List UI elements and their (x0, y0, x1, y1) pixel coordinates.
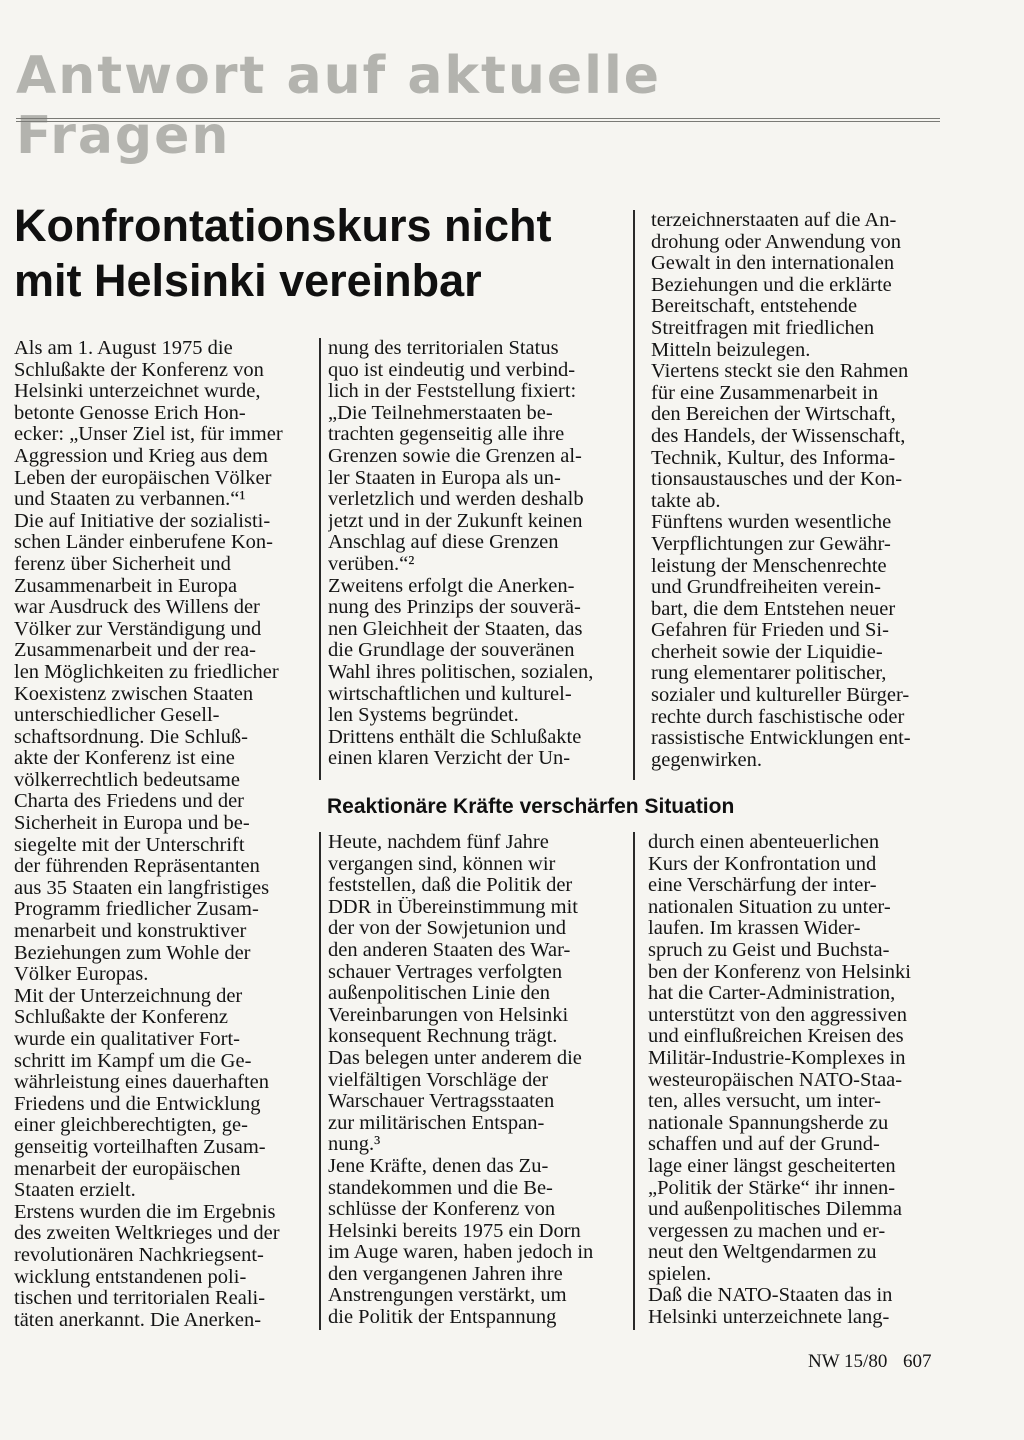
page-number: 607 (903, 1351, 932, 1372)
text-line: bart, die dem Entstehen neuer (651, 598, 896, 620)
text-line: rung elementarer politischer, (651, 663, 887, 685)
text-line: lich in der Feststellung fixiert: (328, 381, 577, 403)
text-line: Die auf Initiative der sozialisti- (14, 510, 271, 532)
text-line: Daß die NATO-Staaten das in (648, 1285, 893, 1307)
text-line: cherheit sowie der Liquidie- (651, 641, 883, 663)
text-line: Anschlag auf diese Grenzen (328, 532, 559, 554)
text-line: takte ab. (651, 490, 721, 512)
text-line: len Systems begründet. (328, 705, 519, 727)
column-2-bottom (328, 832, 618, 1329)
text-line: Helsinki bereits 1975 ein Dorn (328, 1220, 581, 1242)
text-line: Sicherheit in Europa und be- (14, 813, 250, 835)
column-rule-upper-right (633, 210, 635, 780)
text-line: und außenpolitisches Dilemma (648, 1199, 902, 1221)
text-line: Beziehungen zum Wohle der (14, 942, 251, 964)
column-3-bottom (648, 832, 940, 1329)
text-line: täten anerkannt. Die Anerken- (14, 1309, 262, 1331)
text-line: unterschiedlicher Gesell- (14, 705, 220, 727)
text-line: tionsaustausches und der Kon- (651, 469, 903, 491)
text-line: Mit der Unterzeichnung der (14, 985, 243, 1007)
text-line: Aggression und Krieg aus dem (14, 445, 268, 467)
text-line: betonte Genosse Erich Hon- (14, 402, 246, 424)
text-line: Technik, Kultur, des Informa- (651, 447, 896, 469)
text-line: durch einen abenteuerlichen (648, 832, 880, 853)
text-line: Militär-Industrie-Komplexes in (648, 1047, 906, 1069)
text-line: Kurs der Konfrontation und (648, 853, 877, 875)
text-line: siegelte mit der Unterschrift (14, 834, 245, 856)
column-rule-upper (319, 338, 321, 780)
text-line: Leben der europäischen Völker (14, 467, 272, 489)
text-line: der von der Sowjetunion und (328, 918, 566, 940)
text-line: Programm friedlicher Zusam- (14, 899, 259, 921)
text-line: terzeichnerstaaten auf die An- (651, 210, 897, 231)
text-line: Fünftens wurden wesentliche (651, 512, 892, 534)
text-line: außenpolitischen Linie den (328, 983, 551, 1005)
text-line: und einflußreichen Kreisen des (648, 1026, 904, 1048)
text-line: Zweitens erfolgt die Anerken- (328, 575, 575, 597)
text-line: Schlußakte der Konferenz von (14, 359, 264, 381)
text-line: aus 35 Staaten ein langfristiges (14, 877, 270, 899)
text-line: für eine Zusammenarbeit in (651, 382, 879, 404)
text-line: nationalen Situation zu unter- (648, 896, 891, 918)
text-line: Heute, nachdem fünf Jahre (328, 832, 549, 853)
column-2-top (328, 338, 618, 770)
text-line: drohung oder Anwendung von (651, 231, 901, 253)
text-line: Drittens enthält die Schlußakte (328, 726, 582, 748)
text-line: lage einer längst gescheiterten (648, 1155, 896, 1177)
text-line: „Die Teilnehmerstaaten be- (328, 402, 553, 424)
text-line: Verpflichtungen zur Gewähr- (651, 533, 891, 555)
text-line: trachten gegenseitig alle ihre (328, 424, 565, 446)
text-line: Helsinki unterzeichnet wurde, (14, 381, 261, 403)
text-line: genseitig vorteilhaften Zusam- (14, 1136, 266, 1158)
text-line: die Grundlage der souveränen (328, 640, 575, 662)
column-1 (14, 338, 298, 1331)
text-line: zur militärischen Entspan- (328, 1112, 545, 1134)
text-line: gegenwirken. (651, 749, 762, 771)
text-line: Beziehungen und die erklärte (651, 274, 892, 296)
text-line: ben der Konferenz von Helsinki (648, 961, 911, 983)
text-line: Das belegen unter anderem die (328, 1047, 582, 1069)
text-line: rassistische Entwicklungen ent- (651, 728, 911, 750)
text-line: akte der Konferenz ist eine (14, 748, 235, 770)
text-line: währleistung eines dauerhaften (14, 1072, 270, 1094)
issue-label: NW 15/80 (808, 1351, 888, 1372)
text-line: schen Länder einberufene Kon- (14, 532, 273, 554)
text-line: die Politik der Entspannung (328, 1307, 557, 1329)
text-line: der führenden Repräsentanten (14, 856, 260, 878)
text-line: Jene Kräfte, denen das Zu- (328, 1155, 549, 1177)
article-headline: Konfrontationskurs nicht mit Helsinki vereinbar (14, 200, 552, 306)
text-line: ferenz über Sicherheit und (14, 553, 231, 575)
text-line: Völker zur Verständigung und (14, 618, 262, 640)
text-line: ler Staaten in Europa als un- (328, 467, 561, 489)
text-line: Staaten erzielt. (14, 1180, 136, 1202)
text-line: Mitteln beizulegen. (651, 339, 811, 361)
text-line: ecker: „Unser Ziel ist, für immer (14, 424, 283, 446)
text-line: und Grundfreiheiten verein- (651, 577, 881, 599)
text-line: Gewalt in den internationalen (651, 253, 895, 275)
text-line: leistung der Menschenrechte (651, 555, 887, 577)
text-line: den vergangenen Jahren ihre (328, 1263, 563, 1285)
text-line: sozialer und kultureller Bürger- (651, 685, 910, 707)
text-line: tischen und territorialen Reali- (14, 1288, 266, 1310)
text-line: wirtschaftlichen und kulturel- (328, 683, 572, 705)
text-line: wicklung entstandenen poli- (14, 1266, 247, 1288)
subheading: Reaktionäre Kräfte verschärfen Situation (327, 795, 735, 818)
text-line: völkerrechtlich bedeutsame (14, 769, 240, 791)
text-line: des Handels, der Wissenschaft, (651, 425, 906, 447)
text-line: nung.³ (328, 1134, 381, 1156)
text-line: unterstützt von den aggressiven (648, 1004, 908, 1026)
text-line: Zusammenarbeit und der rea- (14, 640, 256, 662)
text-line: neut den Weltgendarmen zu (648, 1242, 877, 1264)
text-line: Vereinbarungen von Helsinki (328, 1004, 569, 1026)
text-line: Zusammenarbeit in Europa (14, 575, 238, 597)
text-line: Friedens und die Entwicklung (14, 1093, 261, 1115)
text-line: nung des Prinzips der souverä- (328, 597, 581, 619)
text-line: den anderen Staaten des War- (328, 939, 571, 961)
text-line: Streitfragen mit friedlichen (651, 317, 875, 339)
text-line: schaftsordnung. Die Schluß- (14, 726, 248, 748)
text-line: Schlußakte der Konferenz (14, 1007, 229, 1029)
text-line: feststellen, daß die Politik der (328, 875, 573, 897)
text-line: rechte durch faschistische oder (651, 706, 905, 728)
text-line: Anstrengungen verstärkt, um (328, 1285, 567, 1307)
text-line: konsequent Rechnung trägt. (328, 1026, 558, 1048)
text-line: laufen. Im krassen Wider- (648, 918, 861, 940)
text-line: menarbeit der europäischen (14, 1158, 241, 1180)
text-line: Gefahren für Frieden und Si- (651, 620, 889, 642)
text-line: verüben.“² (328, 553, 415, 575)
text-line: nationale Spannungsherde zu (648, 1112, 889, 1134)
text-line: westeuropäischen NATO-Staa- (648, 1069, 903, 1091)
text-line: vielfältigen Vorschläge der (328, 1069, 549, 1091)
text-line: schaffen und auf der Grund- (648, 1134, 880, 1156)
text-line: Als am 1. August 1975 die (14, 338, 233, 359)
text-line: „Politik der Stärke“ ihr innen- (648, 1177, 896, 1199)
text-line: spielen. (648, 1263, 712, 1285)
text-line: standekommen und die Be- (328, 1177, 553, 1199)
text-line: vergessen zu machen und er- (648, 1220, 886, 1242)
text-line: len Möglichkeiten zu friedlicher (14, 661, 279, 683)
text-line: quo ist eindeutig und verbind- (328, 359, 576, 381)
text-line: Koexistenz zwischen Staaten (14, 683, 254, 705)
text-line: Völker Europas. (14, 964, 149, 986)
text-line: Warschauer Vertragsstaaten (328, 1091, 555, 1113)
column-3-top (651, 210, 941, 771)
text-line: Erstens wurden die im Ergebnis (14, 1201, 276, 1223)
text-line: Viertens steckt sie den Rahmen (651, 361, 909, 383)
text-line: Helsinki unterzeichnete lang- (648, 1307, 890, 1329)
text-line: menarbeit und konstruktiver (14, 921, 247, 943)
text-line: einen klaren Verzicht der Un- (328, 748, 571, 770)
column-rule-lower-left (319, 832, 321, 1330)
text-line: schritt im Kampf um die Ge- (14, 1050, 252, 1072)
text-line: revolutionären Nachkriegsent- (14, 1244, 264, 1266)
text-line: jetzt und in der Zukunft keinen (328, 510, 583, 532)
text-line: den Bereichen der Wirtschaft, (651, 404, 896, 426)
text-line: verletzlich und werden deshalb (328, 489, 584, 511)
text-line: Charta des Friedens und der (14, 791, 244, 813)
text-line: Bereitschaft, entstehende (651, 296, 858, 318)
section-kicker: Antwort auf aktuelle Fragen (16, 46, 662, 166)
text-line: einer gleichberechtigten, ge- (14, 1115, 248, 1137)
text-line: Wahl ihres politischen, sozialen, (328, 661, 594, 683)
text-line: Grenzen sowie die Grenzen al- (328, 445, 582, 467)
text-line: im Auge waren, haben jedoch in (328, 1242, 594, 1264)
text-line: nen Gleichheit der Staaten, das (328, 618, 583, 640)
text-line: des zweiten Weltkrieges und der (14, 1223, 280, 1245)
text-line: war Ausdruck des Willens der (14, 597, 260, 619)
text-line: nung des territorialen Status (328, 338, 559, 359)
text-line: DDR in Übereinstimmung mit (328, 896, 578, 918)
text-line: eine Verschärfung der inter- (648, 875, 877, 897)
text-line: schlüsse der Konferenz von (328, 1199, 556, 1221)
text-line: ten, alles versucht, um inter- (648, 1091, 881, 1113)
text-line: spruch zu Geist und Buchsta- (648, 939, 890, 961)
column-rule-lower-right (633, 832, 635, 1330)
text-line: wurde ein qualitativer Fort- (14, 1029, 241, 1050)
text-line: und Staaten zu verbannen.“¹ (14, 489, 246, 511)
text-line: vergangen sind, können wir (328, 853, 556, 875)
kicker-rule (16, 118, 940, 122)
text-line: hat die Carter-Administration, (648, 983, 896, 1005)
text-line: schauer Vertrages verfolgten (328, 961, 563, 983)
